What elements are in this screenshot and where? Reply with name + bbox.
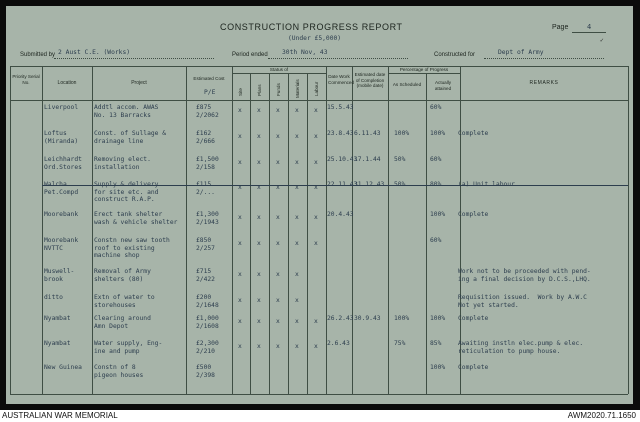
col-header-status-labour: Labour: [314, 81, 319, 96]
row-completion: 31.12.43: [354, 181, 385, 188]
col-header-cost: Estimated Cost: [193, 76, 225, 81]
page-number: 4: [587, 23, 592, 31]
row-status-mark: x: [314, 343, 318, 350]
table-header-bottom: [10, 100, 628, 101]
row-commenced: 2.6.43: [327, 340, 350, 347]
row-actual: 100%: [430, 211, 446, 218]
row-status-mark: x: [257, 214, 261, 221]
row-status-mark: x: [295, 159, 299, 166]
row-cost: £1,000 2/1608: [196, 315, 219, 330]
row-status-mark: x: [257, 133, 261, 140]
col-header-location: Location: [57, 80, 77, 86]
row-status-mark: x: [295, 343, 299, 350]
row-remarks: Complete: [458, 364, 489, 371]
row-status-mark: x: [295, 297, 299, 304]
period-underline: [268, 58, 408, 59]
col-line-12: [426, 73, 427, 394]
row-location: Moorebank: [44, 211, 79, 218]
row-commenced: 22.11.43: [327, 181, 358, 188]
period-value: 30th Nov, 43: [282, 49, 328, 56]
col-line-7: [288, 73, 289, 394]
footer-institution: AUSTRALIAN WAR MEMORIAL: [2, 411, 118, 420]
row-cost: £115 2/...: [196, 181, 215, 196]
row-location: Nyambat: [44, 340, 71, 347]
row-location: Muswell- brook: [44, 268, 75, 283]
status-sub-divider: [232, 73, 326, 74]
row-project: Constn new saw tooth roof to existing machine shop: [94, 237, 170, 260]
row-status-mark: x: [276, 214, 280, 221]
row-actual: 60%: [430, 156, 442, 163]
page-label: Page: [552, 24, 569, 31]
row-status-mark: x: [314, 107, 318, 114]
row-actual: 100%: [430, 315, 446, 322]
row-project: Removing elect. installation: [94, 156, 151, 171]
col-line-2: [92, 66, 93, 394]
row-status-mark: x: [257, 159, 261, 166]
row-remarks: Awaiting instln elec.pump & elec. reticulation to pump house.: [458, 340, 584, 355]
row-location: Leichhardt Ord.Stores: [44, 156, 82, 171]
row-remarks: Complete: [458, 211, 489, 218]
col-header-date-work: Date Work Commenced: [328, 74, 355, 85]
row-actual: 85%: [430, 340, 442, 347]
report-subtitle: (Under £5,000): [288, 35, 342, 42]
row-scheduled: 75%: [394, 340, 406, 347]
row-status-mark: x: [257, 297, 261, 304]
row-project: Supply & delivery for site etc. and construct R.A.P.: [94, 181, 159, 204]
row-remarks: (a) Unit labour.: [458, 181, 519, 188]
row-status-mark: x: [276, 240, 280, 247]
row-status-mark: x: [276, 184, 280, 191]
row-project: Clearing around Amn Depot: [94, 315, 151, 330]
row-remarks: Requisition issued. Work by A.W.C Not yet started.: [458, 294, 587, 309]
percentage-sub-divider: [388, 73, 460, 74]
row-completion: 6.11.43: [354, 130, 381, 137]
col-line-3: [186, 66, 187, 394]
row-status-mark: x: [276, 107, 280, 114]
row-cost: £1,500 2/158: [196, 156, 219, 171]
row-status-mark: x: [238, 159, 242, 166]
row-actual: 60%: [430, 237, 442, 244]
constructed-label: Constructed for: [434, 52, 476, 58]
row-status-mark: x: [295, 214, 299, 221]
row-status-mark: x: [295, 133, 299, 140]
constructed-value: Dept of Army: [498, 49, 544, 56]
row-commenced: 26.2.43: [327, 315, 354, 322]
col-header-status-funds: Funds: [276, 83, 281, 96]
row-status-mark: x: [276, 133, 280, 140]
row-status-mark: x: [238, 343, 242, 350]
col-line-0: [10, 66, 11, 394]
row-status-mark: x: [295, 318, 299, 325]
row-status-mark: x: [314, 184, 318, 191]
row-status-mark: x: [314, 318, 318, 325]
row-remarks: Complete: [458, 130, 489, 137]
row-status-mark: x: [257, 240, 261, 247]
row-scheduled: 100%: [394, 315, 410, 322]
row-actual: 80%: [430, 181, 442, 188]
row-status-mark: x: [295, 271, 299, 278]
submitted-underline: [54, 58, 214, 59]
row-cost: £715 2/422: [196, 268, 215, 283]
row-status-mark: x: [257, 184, 261, 191]
row-strikethrough: [42, 185, 628, 186]
col-header-status-plans: Plans: [257, 84, 262, 96]
col-line-4: [232, 66, 233, 394]
row-location: ditto: [44, 294, 63, 301]
row-completion: 17.1.44: [354, 156, 381, 163]
col-header-percentage: Percentage of Progress: [399, 67, 449, 72]
row-status-mark: x: [295, 184, 299, 191]
row-project: Erect tank shelter wash & vehicle shelter: [94, 211, 178, 226]
row-status-mark: x: [238, 318, 242, 325]
row-status-mark: x: [238, 184, 242, 191]
page-underline: [572, 32, 606, 33]
row-remarks: Work not to be proceeded with pend- ing a final decision by D.C.S.,LHQ.: [458, 268, 591, 283]
row-status-mark: x: [295, 240, 299, 247]
row-status-mark: x: [238, 297, 242, 304]
row-status-mark: x: [295, 107, 299, 114]
row-status-mark: x: [314, 159, 318, 166]
col-header-status-materials: Materials: [295, 79, 300, 98]
row-status-mark: x: [238, 214, 242, 221]
row-status-mark: x: [238, 107, 242, 114]
row-location: Loftus (Miranda): [44, 130, 79, 145]
col-line-1: [42, 66, 43, 394]
row-status-mark: x: [276, 271, 280, 278]
row-status-mark: x: [257, 107, 261, 114]
row-status-mark: x: [314, 240, 318, 247]
col-header-pct-actual: Actually attained: [434, 80, 452, 91]
row-cost: £1,300 2/1943: [196, 211, 219, 226]
row-status-mark: x: [276, 159, 280, 166]
row-location: Liverpool: [44, 104, 79, 111]
period-label: Period ended: [232, 52, 268, 58]
row-status-mark: x: [276, 343, 280, 350]
submitted-value: 2 Aust C.E. (Works): [58, 49, 131, 56]
report-title: CONSTRUCTION PROGRESS REPORT: [220, 22, 403, 32]
col-header-project: Project: [131, 80, 147, 86]
row-remarks: Complete: [458, 315, 489, 322]
row-status-mark: x: [257, 271, 261, 278]
col-header-status-site: Site: [238, 88, 243, 96]
row-status-mark: x: [276, 297, 280, 304]
row-scheduled: 50%: [394, 181, 406, 188]
row-status-mark: x: [238, 240, 242, 247]
constructed-underline: [484, 58, 604, 59]
row-actual: 60%: [430, 104, 442, 111]
row-project: Const. of Sullage & drainage line: [94, 130, 167, 145]
row-project: Constn of 8 pigeon houses: [94, 364, 144, 379]
row-project: Removal of Army shelters (80): [94, 268, 151, 283]
row-actual: 100%: [430, 130, 446, 137]
col-line-8: [307, 73, 308, 394]
row-location: Walcha Pet.Compd: [44, 181, 79, 196]
row-status-mark: x: [257, 343, 261, 350]
col-line-10: [352, 66, 353, 394]
col-line-6: [269, 73, 270, 394]
row-commenced: 15.5.43: [327, 104, 354, 111]
col-header-pct-scheduled: As Scheduled: [392, 82, 422, 87]
corner-mark: ✓: [600, 37, 604, 44]
col-line-5: [250, 73, 251, 394]
col-header-status: Status of: [269, 67, 289, 72]
row-cost: £200 2/1648: [196, 294, 219, 309]
row-commenced: 20.4.43: [327, 211, 354, 218]
row-cost: £875 2/2062: [196, 104, 219, 119]
submitted-label: Submitted by: [20, 52, 56, 58]
row-cost: £2,300 2/210: [196, 340, 219, 355]
row-location: Moorebank NVTTC: [44, 237, 79, 252]
col-header-cost-unit: P/E: [204, 89, 216, 96]
footer-accession: AWM2020.71.1650: [567, 411, 636, 420]
row-location: Nyambat: [44, 315, 71, 322]
row-status-mark: x: [238, 271, 242, 278]
row-location: New Guinea: [44, 364, 82, 371]
row-commenced: 23.8.43: [327, 130, 354, 137]
table-bottom-border: [10, 394, 628, 395]
row-actual: 100%: [430, 364, 446, 371]
col-header-remarks: REMARKS: [529, 80, 559, 86]
row-completion: 30.9.43: [354, 315, 381, 322]
col-header-est-completion: Estimated date of Completion (mobile date): [354, 72, 386, 89]
row-scheduled: 50%: [394, 156, 406, 163]
report-sheet: [6, 6, 633, 404]
row-project: Water supply, Eng- ine and pump: [94, 340, 163, 355]
row-cost: £500 2/398: [196, 364, 215, 379]
row-commenced: 25.10.43: [327, 156, 358, 163]
col-line-14: [628, 66, 629, 394]
row-cost: £850 2/257: [196, 237, 215, 252]
row-scheduled: 100%: [394, 130, 410, 137]
row-status-mark: x: [276, 318, 280, 325]
row-status-mark: x: [257, 318, 261, 325]
col-line-11: [388, 66, 389, 394]
row-status-mark: x: [314, 133, 318, 140]
row-project: Extn of water to storehouses: [94, 294, 155, 309]
row-status-mark: x: [238, 133, 242, 140]
row-cost: £162 2/666: [196, 130, 215, 145]
col-header-priority: Priority Serial No.: [12, 74, 40, 85]
row-status-mark: x: [314, 214, 318, 221]
row-project: Addtl accom. AWAS No. 13 Barracks: [94, 104, 159, 119]
